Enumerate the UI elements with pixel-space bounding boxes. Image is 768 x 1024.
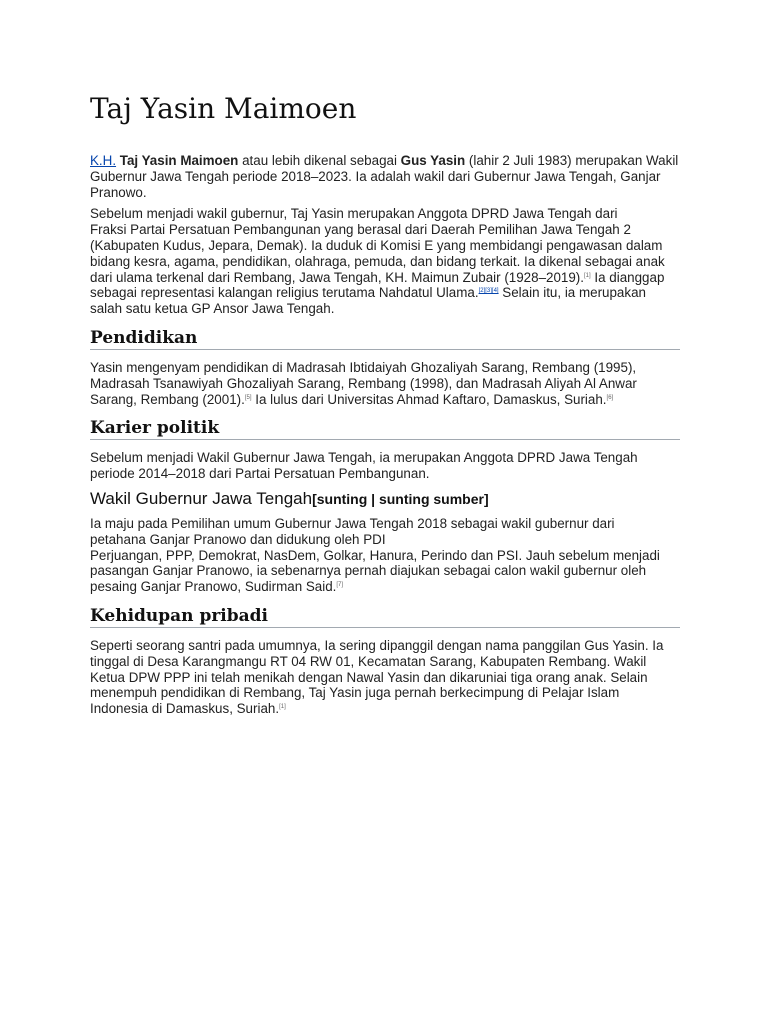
reference-2-3-4[interactable]: [2][3][4]	[478, 288, 499, 295]
background-text-1: Fraksi Partai Persatuan Pembangunan yang berasal dari Daerah Pemilihan Jawa Tengah 2 (Kabupaten Kudus, Jepara, Demak). Ia duduk di Komisi E yang membidangi pengawasan dalam bidang kesra, agama, pendidikan, olahraga, pemuda, dan bidang terkait. Ia dikenal sebagai anak dari ulama terkenal dari Rembang, Jawa Tengah, KH. Maimun Zubair (1928–2019).	[90, 222, 665, 285]
reference-6[interactable]: [6]	[606, 394, 614, 401]
heading-karier-politik: Karier politik	[90, 417, 680, 440]
reference-7[interactable]: [7]	[336, 582, 344, 589]
intro-paragraph	[90, 153, 680, 200]
heading-wakil-gubernur	[90, 488, 680, 510]
background-line-1: Sebelum menjadi wakil gubernur, Taj Yasin merupakan Anggota DPRD Jawa Tengah dari	[90, 206, 618, 222]
pribadi-last-line: Indonesia di Damaskus, Suriah.	[90, 701, 280, 717]
wakil-text: Perjuangan, PPP, Demokrat, NasDem, Golkar, Hanura, Perindo dan PSI. Jauh sebelum menjadi pasangan Ganjar Pranowo, ia sebenarnya pernah diajukan sebagai calon wakil gubernur oleh pesaing Ganjar Pranowo, Sudirman Said.	[90, 547, 660, 595]
pribadi-paragraph	[90, 638, 680, 717]
subject-name: Taj Yasin Maimoen	[119, 153, 239, 168]
pendidikan-paragraph	[90, 360, 680, 407]
wakil-gubernur-heading-text: Wakil Gubernur Jawa Tengah	[90, 488, 313, 508]
reference-1[interactable]: [1]	[584, 272, 591, 279]
background-text-2: Ia dianggap sebagai representasi kalangan religius terutama Nahdatul Ulama.	[90, 269, 665, 301]
background-text-3: Selain itu, ia merupakan salah satu ketua GP Ansor Jawa Tengah.	[90, 285, 646, 317]
heading-pendidikan: Pendidikan	[90, 327, 680, 350]
karier-paragraph: Sebelum menjadi Wakil Gubernur Jawa Tengah, ia merupakan Anggota DPRD Jawa Tengah periode 2014–2018 dari Partai Persatuan Pembangunan.	[90, 450, 638, 482]
reference-1-repeat[interactable]: [1]	[279, 704, 286, 711]
kh-link[interactable]: K.H.	[90, 153, 117, 168]
edit-section-link[interactable]: [sunting | sunting sumber]	[312, 490, 489, 507]
intro-text-2: (lahir 2 Juli 1983) merupakan Wakil Gubernur Jawa Tengah periode 2018–2023. Ia adalah wakil dari Gubernur Jawa Tengah, Ganjar Pranowo.	[90, 153, 679, 200]
intro-text-1: atau lebih dikenal sebagai	[238, 153, 401, 168]
heading-kehidupan-pribadi: Kehidupan pribadi	[90, 605, 680, 628]
wakil-line-2: petahana Ganjar Pranowo dan didukung oleh PDI	[90, 531, 386, 547]
wakil-gubernur-paragraph	[90, 516, 680, 595]
pendidikan-text-1: Yasin mengenyam pendidikan di Madrasah Ibtidaiyah Ghozaliyah Sarang, Rembang (1995), Madrasah Tsanawiyah Ghozaliyah Sarang, Rembang (1998), dan Madrasah Aliyah Al Anwar Sarang, Rembang (2001).	[90, 359, 637, 407]
page-title: Taj Yasin Maimoen	[90, 92, 357, 125]
wakil-line-1: Ia maju pada Pemilihan umum Gubernur Jawa Tengah 2018 sebagai wakil gubernur dari	[90, 515, 615, 531]
background-paragraph	[90, 206, 680, 317]
reference-5[interactable]: [5]	[244, 394, 252, 401]
pribadi-text: Seperti seorang santri pada umumnya, Ia sering dipanggil dengan nama panggilan Gus Yasin. Ia tinggal di Desa Karangmangu RT 04 RW 01, Kecamatan Sarang, Kabupaten Rembang. Wakil Ketua DPW PPP ini telah menikah dengan Nawal Yasin dan dikaruniai tiga orang anak. Selain menempuh pendidikan di Rembang, Taj Yasin juga pernah berkecimpung di Pelajar Islam	[90, 637, 664, 701]
subject-alias: Gus Yasin	[400, 153, 466, 168]
article-content	[90, 153, 680, 723]
pendidikan-text-2: Ia lulus dari Universitas Ahmad Kaftaro, Damaskus, Suriah.	[251, 391, 607, 407]
